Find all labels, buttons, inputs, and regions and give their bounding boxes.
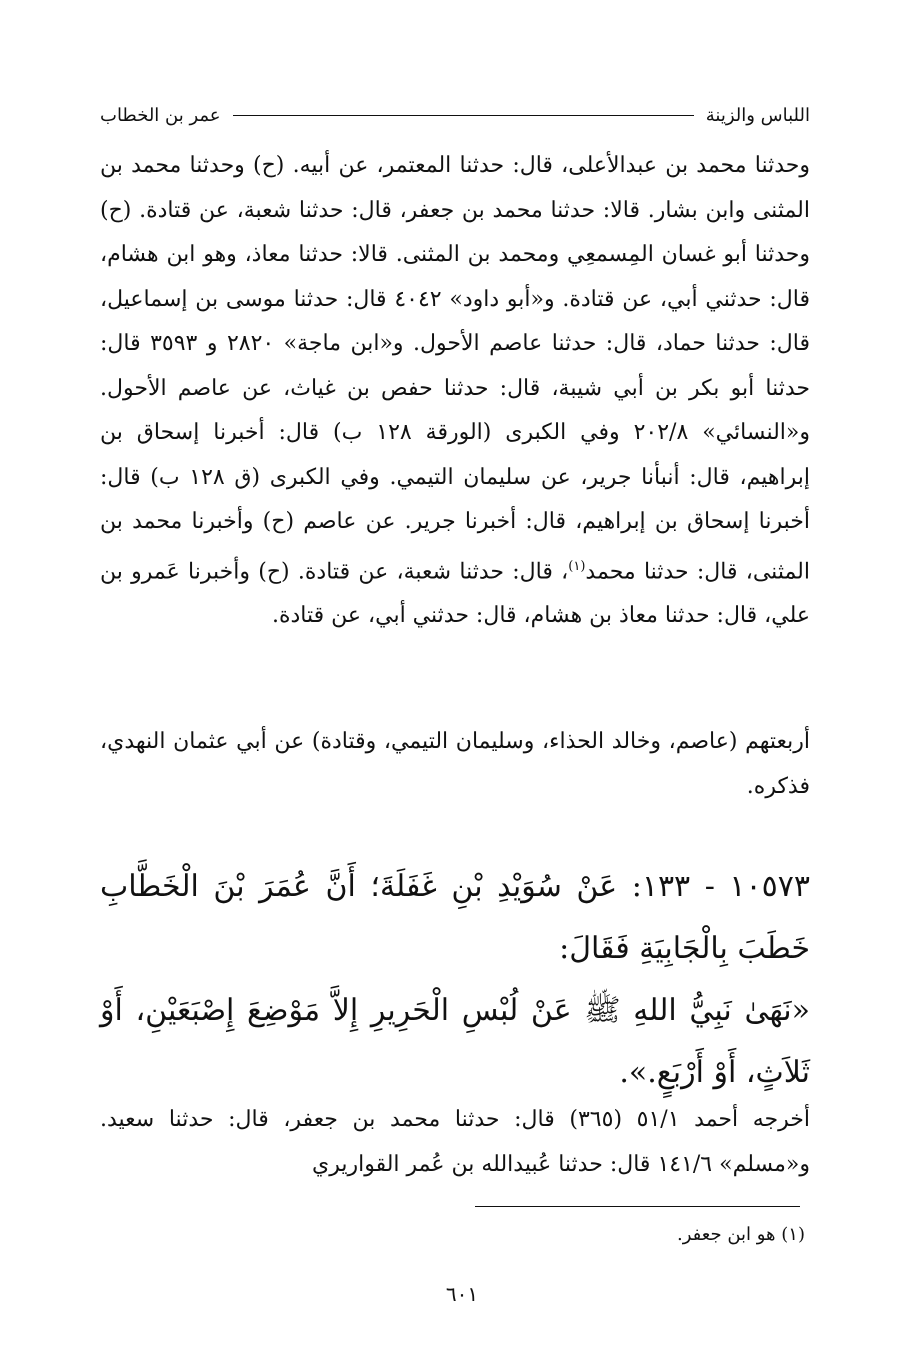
isnad-paragraph <box>100 144 810 639</box>
hadith-text: «نَهَىٰ نَبِيُّ اللهِ ﷺ عَنْ لُبْسِ الْحَرِيرِ إِلاَّ مَوْضِعَ إِصْبَعَيْنِ، أَوْ ثَلاَثٍ، أَوْ أَرْبَعٍ.». <box>100 993 810 1090</box>
summary-paragraph: أربعتهم (عاصم، وخالد الحذاء، وسليمان التيمي، وقتادة) عن أبي عثمان النهدي، فذكره. <box>100 729 810 799</box>
footnote-marker: (١) <box>568 558 586 574</box>
isnad-text-part1: وحدثنا محمد بن عبدالأعلى، قال: حدثنا المعتمر، عن أبيه. (ح) وحدثنا محمد بن المثنى وابن بشار. قالا: حدثنا محمد بن جعفر، قال: حدثنا شعبة، عن قتادة. (ح) وحدثنا أبو غسان المِسمعِي ومحمد بن المثنى. قالا: حدثنا معاذ، وهو ابن هشام، قال: حدثني أبي، عن قتادة. و«أبو داود» ٤٠٤٢ قال: حدثنا موسى بن إسماعيل، قال: حدثنا حماد، قال: حدثنا عاصم الأحول. و«ابن ماجة» ٢٨٢٠ و ٣٥٩٣ قال: حدثنا أبو بكر بن أبي شيبة، قال: حدثنا حفص بن غياث، عن عاصم الأحول. و«النسائي» ٢٠٢/٨ وفي الكبرى (الورقة ١٢٨ ب) قال: أخبرنا إسحاق بن إبراهيم، قال: أنبأنا جرير، عن سليمان التيمي. وفي الكبرى (ق ١٢٨ ب) قال: أخبرنا إسحاق بن إبراهيم، قال: أخبرنا جرير. عن عاصم (ح) وأخبرنا محمد بن المثنى، قال: حدثنا محمد <box>100 153 810 584</box>
hadith-block <box>100 856 810 1104</box>
chapter-title: اللباس والزينة <box>705 104 810 126</box>
section-title: عمر بن الخطاب <box>100 104 221 126</box>
running-header <box>100 100 810 130</box>
footnote: (١) هو ابن جعفر. <box>677 1224 805 1245</box>
page-number: ٦٠١ <box>445 1282 479 1306</box>
takhrij-paragraph: أخرجه أحمد ٥١/١ (٣٦٥) قال: حدثنا محمد بن جعفر، قال: حدثنا سعيد. و«مسلم» ١٤١/٦ قال: حدثنا عُبيدالله بن عُمر القواريري <box>100 1107 811 1177</box>
isnad-text-part2: ، قال: حدثنا شعبة، عن قتادة. (ح) وأخبرنا عَمرو بن علي، قال: حدثنا معاذ بن هشام، قال: حدثني أبي، عن قتادة. <box>100 558 810 629</box>
header-rule <box>233 115 694 116</box>
hadith-intro: ١٠٥٧٣ - ١٣٣: عَنْ سُوَيْدِ بْنِ غَفَلَةَ؛ أَنَّ عُمَرَ بْنَ الْخَطَّابِ خَطَبَ بِالْجَابِيَةِ فَقَالَ: <box>100 869 810 966</box>
footnote-separator <box>475 1206 800 1207</box>
